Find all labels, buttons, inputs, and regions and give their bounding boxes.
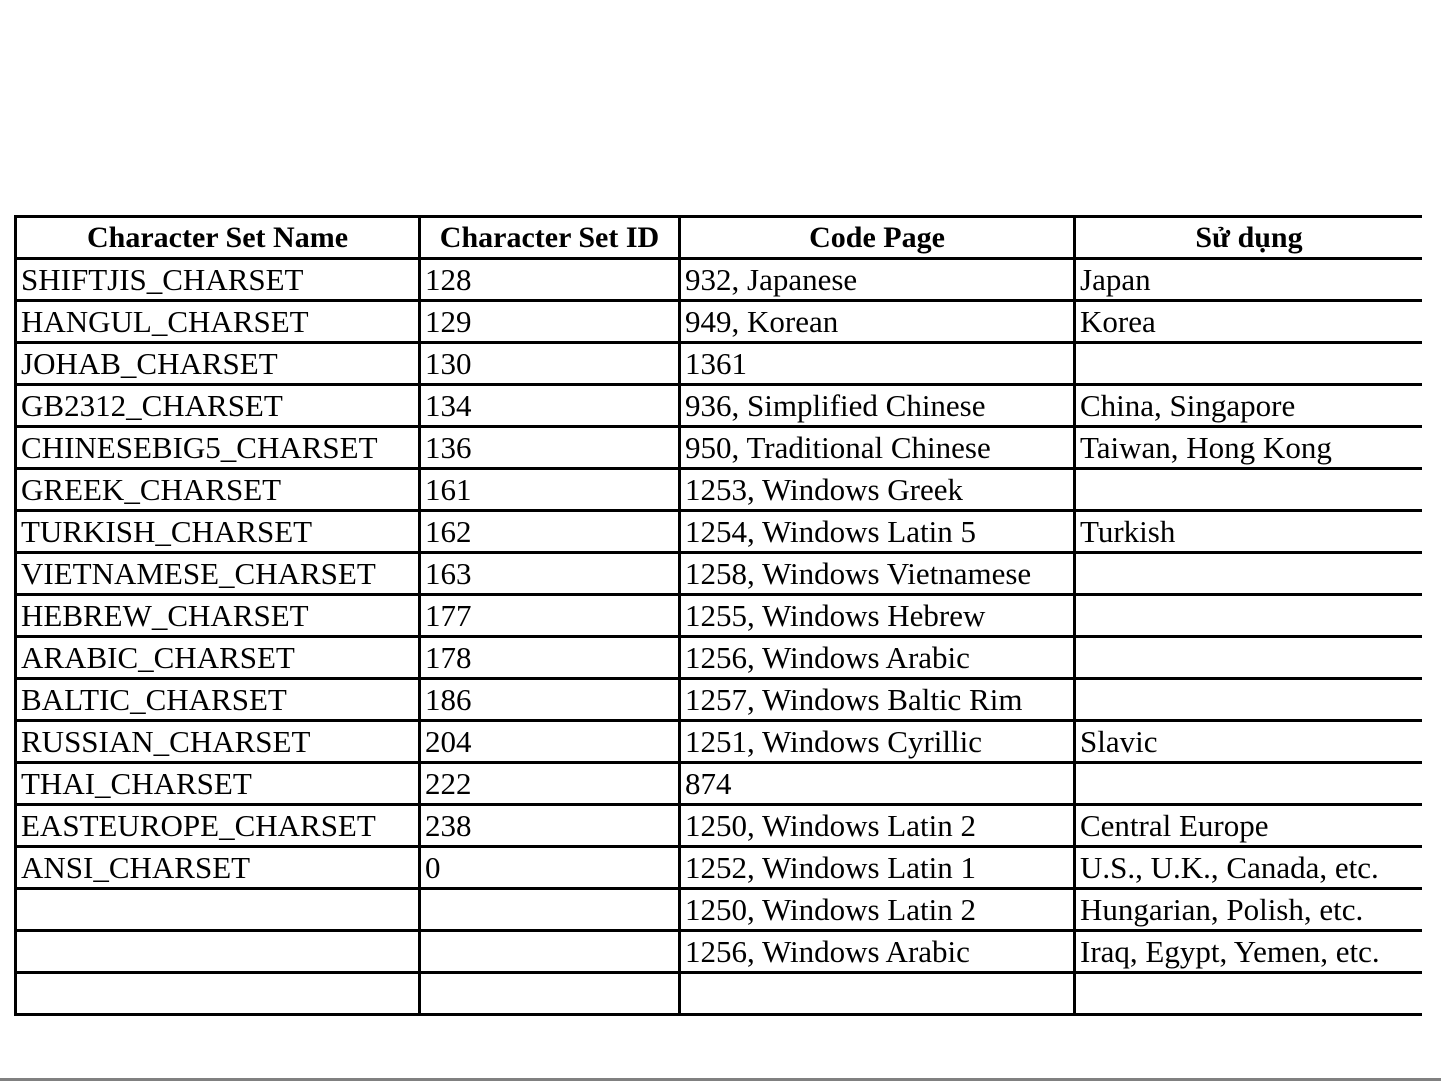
table-row (16, 595, 1423, 637)
charset-table (14, 215, 1422, 1016)
cell-charset-name: TURKISH_CHARSET (16, 511, 420, 553)
cell-charset-id: 177 (420, 595, 680, 637)
cell-usage (1075, 469, 1423, 511)
table-row (16, 931, 1423, 973)
cell-charset-name: GB2312_CHARSET (16, 385, 420, 427)
table-row (16, 259, 1423, 301)
cell-usage (1075, 553, 1423, 595)
header-code-page: Code Page (680, 217, 1075, 259)
cell-charset-name (16, 889, 420, 931)
cell-usage: Japan (1075, 259, 1423, 301)
cell-charset-id: 128 (420, 259, 680, 301)
cell-code-page: 1254, Windows Latin 5 (680, 511, 1075, 553)
cell-charset-name: GREEK_CHARSET (16, 469, 420, 511)
table-row (16, 343, 1423, 385)
cell-charset-id (420, 889, 680, 931)
cell-usage (1075, 595, 1423, 637)
header-usage: Sử dụng (1075, 217, 1423, 259)
cell-code-page: 1253, Windows Greek (680, 469, 1075, 511)
cell-charset-id: 0 (420, 847, 680, 889)
cell-charset-name: HEBREW_CHARSET (16, 595, 420, 637)
cell-charset-name: HANGUL_CHARSET (16, 301, 420, 343)
cell-code-page: 932, Japanese (680, 259, 1075, 301)
cell-charset-id: 136 (420, 427, 680, 469)
header-character-set-id: Character Set ID (420, 217, 680, 259)
table-row (16, 721, 1423, 763)
cell-charset-name: BALTIC_CHARSET (16, 679, 420, 721)
cell-charset-name: THAI_CHARSET (16, 763, 420, 805)
cell-code-page: 1250, Windows Latin 2 (680, 889, 1075, 931)
cell-usage (1075, 343, 1423, 385)
cell-charset-name: RUSSIAN_CHARSET (16, 721, 420, 763)
cell-charset-name: VIETNAMESE_CHARSET (16, 553, 420, 595)
cell-code-page: 936, Simplified Chinese (680, 385, 1075, 427)
cell-usage (1075, 637, 1423, 679)
table-row (16, 889, 1423, 931)
table-body (16, 259, 1423, 1015)
cell-charset-id: 129 (420, 301, 680, 343)
cell-usage: Slavic (1075, 721, 1423, 763)
table-viewport (14, 215, 1422, 1038)
cell-charset-name (16, 973, 420, 1015)
table-row (16, 679, 1423, 721)
cell-charset-name (16, 931, 420, 973)
header-row (16, 217, 1423, 259)
cell-code-page: 1255, Windows Hebrew (680, 595, 1075, 637)
cell-code-page (680, 973, 1075, 1015)
cell-charset-id: 163 (420, 553, 680, 595)
cell-code-page: 1252, Windows Latin 1 (680, 847, 1075, 889)
table-row (16, 847, 1423, 889)
cell-usage: China, Singapore (1075, 385, 1423, 427)
cell-charset-id: 204 (420, 721, 680, 763)
table-row (16, 511, 1423, 553)
cell-usage: Turkish (1075, 511, 1423, 553)
cell-charset-id (420, 973, 680, 1015)
cell-charset-id: 186 (420, 679, 680, 721)
cell-usage (1075, 679, 1423, 721)
cell-charset-name: CHINESEBIG5_CHARSET (16, 427, 420, 469)
cell-charset-name: EASTEUROPE_CHARSET (16, 805, 420, 847)
table-row (16, 469, 1423, 511)
cell-code-page: 950, Traditional Chinese (680, 427, 1075, 469)
cell-charset-id (420, 931, 680, 973)
cell-charset-id: 222 (420, 763, 680, 805)
cell-code-page: 949, Korean (680, 301, 1075, 343)
cell-usage: U.S., U.K., Canada, etc. (1075, 847, 1423, 889)
cell-code-page: 1258, Windows Vietnamese (680, 553, 1075, 595)
cell-charset-name: ARABIC_CHARSET (16, 637, 420, 679)
cell-code-page: 1250, Windows Latin 2 (680, 805, 1075, 847)
table-row (16, 763, 1423, 805)
cell-usage: Iraq, Egypt, Yemen, etc. (1075, 931, 1423, 973)
cell-code-page: 1251, Windows Cyrillic (680, 721, 1075, 763)
cell-charset-name: JOHAB_CHARSET (16, 343, 420, 385)
cell-usage: Hungarian, Polish, etc. (1075, 889, 1423, 931)
cell-usage (1075, 763, 1423, 805)
cell-charset-id: 134 (420, 385, 680, 427)
table-row (16, 553, 1423, 595)
header-character-set-name: Character Set Name (16, 217, 420, 259)
cell-charset-id: 178 (420, 637, 680, 679)
cell-usage: Korea (1075, 301, 1423, 343)
table-row (16, 301, 1423, 343)
cell-charset-id: 162 (420, 511, 680, 553)
cell-code-page: 1256, Windows Arabic (680, 637, 1075, 679)
table-row (16, 805, 1423, 847)
cell-usage: Taiwan, Hong Kong (1075, 427, 1423, 469)
cell-charset-name: ANSI_CHARSET (16, 847, 420, 889)
table-row (16, 637, 1423, 679)
cell-usage (1075, 973, 1423, 1015)
cell-charset-id: 238 (420, 805, 680, 847)
cell-charset-id: 161 (420, 469, 680, 511)
table-row (16, 973, 1423, 1015)
cell-code-page: 1256, Windows Arabic (680, 931, 1075, 973)
cell-charset-id: 130 (420, 343, 680, 385)
cell-charset-name: SHIFTJIS_CHARSET (16, 259, 420, 301)
cell-code-page: 1361 (680, 343, 1075, 385)
cell-code-page: 874 (680, 763, 1075, 805)
table-row (16, 385, 1423, 427)
table-row (16, 427, 1423, 469)
cell-code-page: 1257, Windows Baltic Rim (680, 679, 1075, 721)
cell-usage: Central Europe (1075, 805, 1423, 847)
